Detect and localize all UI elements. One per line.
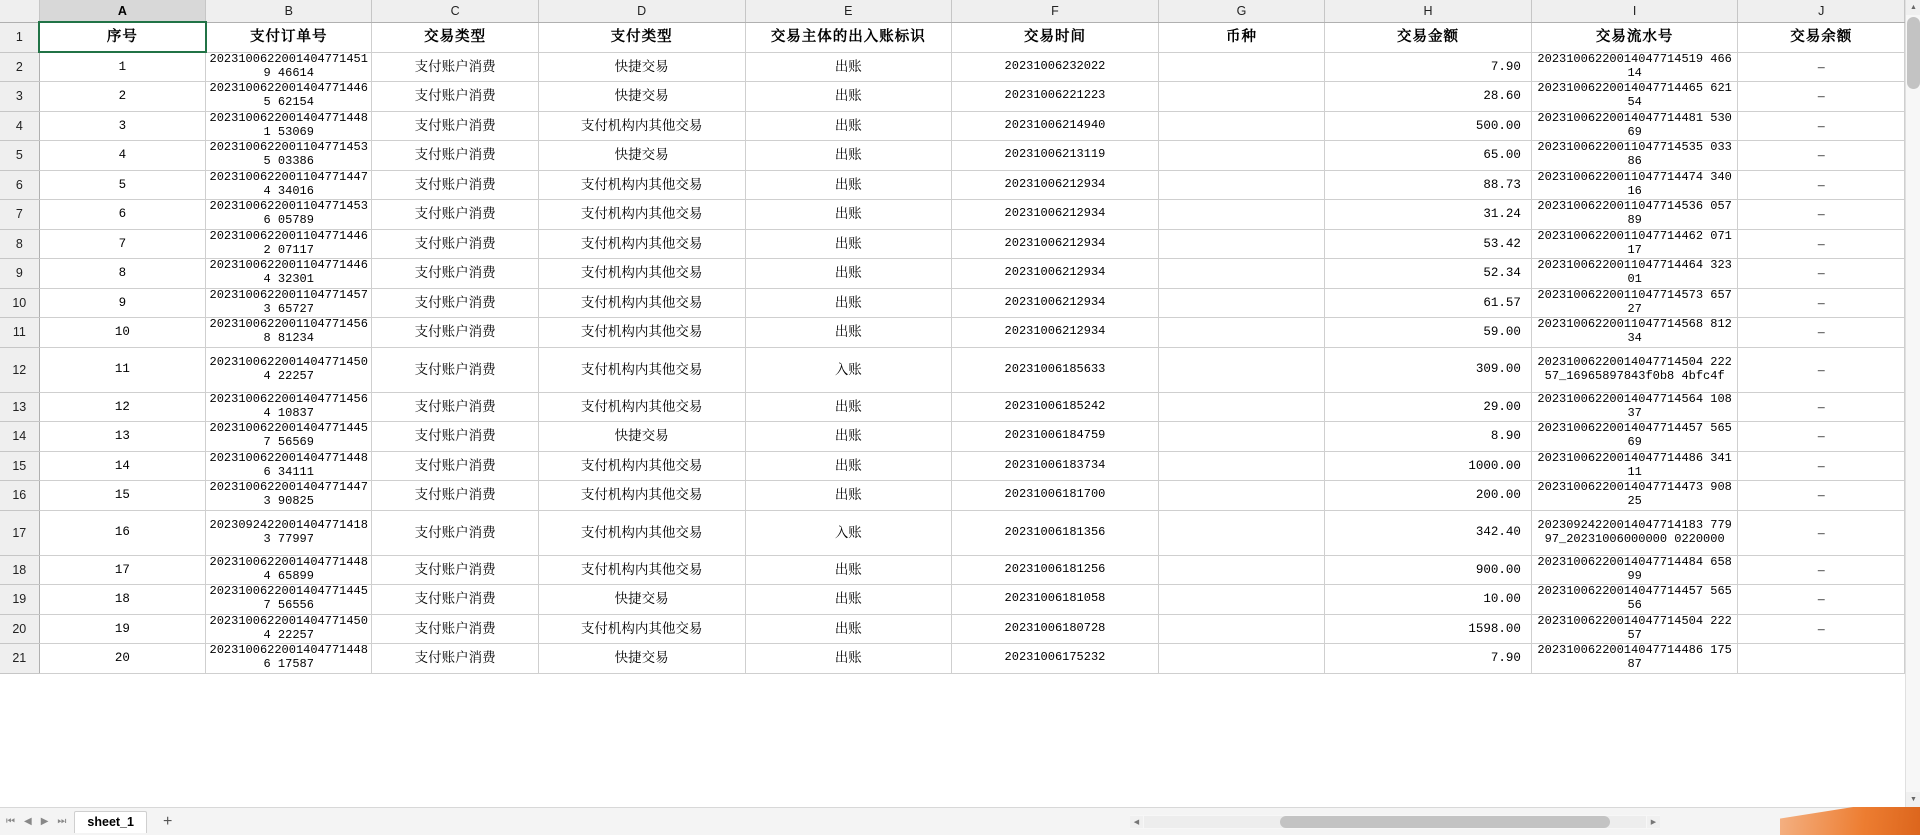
- cell-balance[interactable]: –: [1738, 422, 1905, 452]
- column-title-cell[interactable]: 交易主体的出入账标识: [745, 22, 952, 52]
- cell-time[interactable]: 20231006185633: [952, 347, 1159, 392]
- cell-serial[interactable]: 20231006220011047714462 07117: [1531, 229, 1738, 259]
- cell-idx[interactable]: 7: [39, 229, 205, 259]
- cell-order-no[interactable]: 20231006220014047714457 56556: [206, 585, 372, 615]
- cell-amount[interactable]: 500.00: [1325, 111, 1532, 141]
- cell-time[interactable]: 20231006181058: [952, 585, 1159, 615]
- cell-currency[interactable]: [1158, 555, 1324, 585]
- cell-inout[interactable]: 出账: [745, 644, 952, 674]
- cell-currency[interactable]: [1158, 141, 1324, 171]
- table-row[interactable]: [0, 585, 1905, 615]
- cell-balance[interactable]: –: [1738, 111, 1905, 141]
- cell-idx[interactable]: 3: [39, 111, 205, 141]
- cell-time[interactable]: 20231006212934: [952, 288, 1159, 318]
- cell-idx[interactable]: 20: [39, 644, 205, 674]
- cell-inout[interactable]: 出账: [745, 229, 952, 259]
- cell-amount[interactable]: 900.00: [1325, 555, 1532, 585]
- cell-inout[interactable]: 出账: [745, 555, 952, 585]
- table-row[interactable]: [0, 82, 1905, 112]
- cell-pay-type[interactable]: 支付机构内其他交易: [538, 392, 745, 422]
- cell-idx[interactable]: 19: [39, 614, 205, 644]
- cell-currency[interactable]: [1158, 422, 1324, 452]
- cell-order-no[interactable]: 20231006220011047714535 03386: [206, 141, 372, 171]
- cell-currency[interactable]: [1158, 585, 1324, 615]
- cell-order-no[interactable]: 20231006220011047714573 65727: [206, 288, 372, 318]
- cell-idx[interactable]: 16: [39, 510, 205, 555]
- cell-trade-type[interactable]: 支付账户消费: [372, 200, 538, 230]
- scroll-down-arrow[interactable]: ▼: [1906, 792, 1920, 807]
- row-header[interactable]: 18: [0, 555, 39, 585]
- scroll-up-arrow[interactable]: ▲: [1906, 0, 1920, 15]
- column-title-cell[interactable]: 交易流水号: [1531, 22, 1738, 52]
- cell-serial[interactable]: 20231006220011047714535 03386: [1531, 141, 1738, 171]
- column-header-f[interactable]: F: [952, 0, 1159, 22]
- vertical-scroll-thumb[interactable]: [1907, 17, 1920, 89]
- cell-serial[interactable]: 20231006220014047714481 53069: [1531, 111, 1738, 141]
- table-row[interactable]: [0, 347, 1905, 392]
- cell-pay-type[interactable]: 支付机构内其他交易: [538, 111, 745, 141]
- cell-order-no[interactable]: 20231006220011047714474 34016: [206, 170, 372, 200]
- cell-balance[interactable]: –: [1738, 481, 1905, 511]
- cell-serial[interactable]: 20231006220014047714519 46614: [1531, 52, 1738, 82]
- cell-inout[interactable]: 出账: [745, 111, 952, 141]
- table-row[interactable]: [0, 422, 1905, 452]
- cell-inout[interactable]: 出账: [745, 52, 952, 82]
- row-header[interactable]: 15: [0, 451, 39, 481]
- cell-order-no[interactable]: 20230924220014047714183 77997: [206, 510, 372, 555]
- row-header[interactable]: 20: [0, 614, 39, 644]
- cell-amount[interactable]: 8.90: [1325, 422, 1532, 452]
- cell-amount[interactable]: 65.00: [1325, 141, 1532, 171]
- cell-order-no[interactable]: 20231006220014047714457 56569: [206, 422, 372, 452]
- row-header[interactable]: 8: [0, 229, 39, 259]
- column-header-e[interactable]: E: [745, 0, 952, 22]
- cell-serial[interactable]: 20231006220011047714568 81234: [1531, 318, 1738, 348]
- cell-amount[interactable]: 52.34: [1325, 259, 1532, 289]
- row-header[interactable]: 5: [0, 141, 39, 171]
- cell-pay-type[interactable]: 支付机构内其他交易: [538, 229, 745, 259]
- cell-idx[interactable]: 4: [39, 141, 205, 171]
- row-header[interactable]: 13: [0, 392, 39, 422]
- column-header-c[interactable]: C: [372, 0, 538, 22]
- cell-inout[interactable]: 出账: [745, 614, 952, 644]
- cell-serial[interactable]: 20231006220011047714474 34016: [1531, 170, 1738, 200]
- cell-serial[interactable]: 20230924220014047714183 77997_20231006000000 0220000: [1531, 510, 1738, 555]
- cell-balance[interactable]: –: [1738, 170, 1905, 200]
- cell-amount[interactable]: 7.90: [1325, 644, 1532, 674]
- cell-currency[interactable]: [1158, 259, 1324, 289]
- cell-amount[interactable]: 88.73: [1325, 170, 1532, 200]
- cell-idx[interactable]: 10: [39, 318, 205, 348]
- cell-inout[interactable]: 出账: [745, 170, 952, 200]
- column-title-cell[interactable]: 支付订单号: [206, 22, 372, 52]
- cell-pay-type[interactable]: 快捷交易: [538, 422, 745, 452]
- table-row[interactable]: [0, 200, 1905, 230]
- cell-pay-type[interactable]: 快捷交易: [538, 644, 745, 674]
- cell-pay-type[interactable]: 支付机构内其他交易: [538, 170, 745, 200]
- cell-time[interactable]: 20231006180728: [952, 614, 1159, 644]
- table-row[interactable]: [0, 644, 1905, 674]
- cell-trade-type[interactable]: 支付账户消费: [372, 644, 538, 674]
- brand-corner-decoration: [1780, 807, 1920, 835]
- select-all-corner[interactable]: [0, 0, 39, 22]
- cell-balance[interactable]: –: [1738, 451, 1905, 481]
- cell-idx[interactable]: 9: [39, 288, 205, 318]
- cell-inout[interactable]: 入账: [745, 347, 952, 392]
- orange-ribbon-shape: [1780, 807, 1920, 835]
- cell-pay-type[interactable]: 快捷交易: [538, 585, 745, 615]
- cell-trade-type[interactable]: 支付账户消费: [372, 82, 538, 112]
- cell-order-no[interactable]: 20231006220014047714519 46614: [206, 52, 372, 82]
- cell-currency[interactable]: [1158, 451, 1324, 481]
- column-header-b[interactable]: B: [206, 0, 372, 22]
- cell-serial[interactable]: 20231006220011047714573 65727: [1531, 288, 1738, 318]
- table-header-row: [0, 22, 1905, 52]
- column-header-i[interactable]: I: [1531, 0, 1738, 22]
- cell-pay-type[interactable]: 支付机构内其他交易: [538, 510, 745, 555]
- cell-currency[interactable]: [1158, 347, 1324, 392]
- cell-time[interactable]: 20231006212934: [952, 170, 1159, 200]
- row-header[interactable]: 4: [0, 111, 39, 141]
- cell-inout[interactable]: 出账: [745, 318, 952, 348]
- cell-balance[interactable]: –: [1738, 392, 1905, 422]
- cell-time[interactable]: 20231006212934: [952, 259, 1159, 289]
- cell-serial[interactable]: 20231006220014047714457 56569: [1531, 422, 1738, 452]
- cell-serial[interactable]: 20231006220014047714457 56556: [1531, 585, 1738, 615]
- cell-balance[interactable]: –: [1738, 200, 1905, 230]
- add-sheet-button[interactable]: +: [162, 812, 173, 830]
- table-row[interactable]: [0, 111, 1905, 141]
- cell-balance[interactable]: –: [1738, 288, 1905, 318]
- cell-trade-type[interactable]: 支付账户消费: [372, 392, 538, 422]
- cell-currency[interactable]: [1158, 200, 1324, 230]
- cell-balance[interactable]: –: [1738, 585, 1905, 615]
- table-row[interactable]: [0, 288, 1905, 318]
- row-header[interactable]: 21: [0, 644, 39, 674]
- cell-trade-type[interactable]: 支付账户消费: [372, 259, 538, 289]
- cell-pay-type[interactable]: 支付机构内其他交易: [538, 259, 745, 289]
- cell-amount[interactable]: 29.00: [1325, 392, 1532, 422]
- horizontal-scroll-thumb[interactable]: [1280, 816, 1610, 828]
- sheet-tab-bar: [0, 807, 1920, 835]
- cell-order-no[interactable]: 20231006220011047714464 32301: [206, 259, 372, 289]
- column-header-row: [0, 0, 1905, 22]
- cell-inout[interactable]: 出账: [745, 82, 952, 112]
- table-row[interactable]: [0, 141, 1905, 171]
- cell-trade-type[interactable]: 支付账户消费: [372, 318, 538, 348]
- cell-idx[interactable]: 12: [39, 392, 205, 422]
- cell-time[interactable]: 20231006213119: [952, 141, 1159, 171]
- table-row[interactable]: [0, 170, 1905, 200]
- cell-trade-type[interactable]: 支付账户消费: [372, 229, 538, 259]
- cell-trade-type[interactable]: 支付账户消费: [372, 614, 538, 644]
- cell-pay-type[interactable]: 支付机构内其他交易: [538, 451, 745, 481]
- cell-serial[interactable]: 20231006220014047714504 22257: [1531, 614, 1738, 644]
- column-header-h[interactable]: H: [1325, 0, 1532, 22]
- column-header-g[interactable]: G: [1158, 0, 1324, 22]
- cell-currency[interactable]: [1158, 614, 1324, 644]
- cell-order-no[interactable]: 20231006220011047714568 81234: [206, 318, 372, 348]
- row-header[interactable]: 3: [0, 82, 39, 112]
- cell-order-no[interactable]: 20231006220014047714486 17587: [206, 644, 372, 674]
- cell-trade-type[interactable]: 支付账户消费: [372, 555, 538, 585]
- cell-idx[interactable]: 13: [39, 422, 205, 452]
- cell-balance[interactable]: –: [1738, 229, 1905, 259]
- row-header[interactable]: 12: [0, 347, 39, 392]
- sheet-tab-sheet1[interactable]: sheet_1: [74, 811, 147, 833]
- cell-idx[interactable]: 11: [39, 347, 205, 392]
- cell-pay-type[interactable]: 支付机构内其他交易: [538, 614, 745, 644]
- cell-currency[interactable]: [1158, 392, 1324, 422]
- cell-inout[interactable]: 出账: [745, 200, 952, 230]
- cell-inout[interactable]: 出账: [745, 422, 952, 452]
- cell-amount[interactable]: 59.00: [1325, 318, 1532, 348]
- cell-inout[interactable]: 出账: [745, 451, 952, 481]
- table-row[interactable]: [0, 614, 1905, 644]
- row-header[interactable]: 7: [0, 200, 39, 230]
- cell-idx[interactable]: 14: [39, 451, 205, 481]
- cell-inout[interactable]: 出账: [745, 585, 952, 615]
- cell-trade-type[interactable]: 支付账户消费: [372, 422, 538, 452]
- next-sheet-icon[interactable]: ▶: [40, 816, 49, 827]
- cell-order-no[interactable]: 20231006220011047714462 07117: [206, 229, 372, 259]
- cell-pay-type[interactable]: 支付机构内其他交易: [538, 347, 745, 392]
- cell-idx[interactable]: 1: [39, 52, 205, 82]
- cell-idx[interactable]: 17: [39, 555, 205, 585]
- sheet-nav-arrows: [0, 816, 72, 827]
- table-row[interactable]: [0, 52, 1905, 82]
- scroll-right-arrow[interactable]: ▶: [1647, 816, 1660, 828]
- cell-balance[interactable]: –: [1738, 318, 1905, 348]
- cell-pay-type[interactable]: 快捷交易: [538, 141, 745, 171]
- cell-time[interactable]: 20231006184759: [952, 422, 1159, 452]
- cell-time[interactable]: 20231006212934: [952, 229, 1159, 259]
- column-header-d[interactable]: D: [538, 0, 745, 22]
- table-row[interactable]: [0, 510, 1905, 555]
- cell-time[interactable]: 20231006181700: [952, 481, 1159, 511]
- cell-amount[interactable]: 1598.00: [1325, 614, 1532, 644]
- cell-balance[interactable]: –: [1738, 614, 1905, 644]
- cell-time[interactable]: 20231006185242: [952, 392, 1159, 422]
- row-header[interactable]: 19: [0, 585, 39, 615]
- table-row[interactable]: [0, 259, 1905, 289]
- cell-inout[interactable]: 出账: [745, 259, 952, 289]
- vertical-scrollbar[interactable]: [1905, 0, 1920, 807]
- cell-order-no[interactable]: 20231006220014047714564 10837: [206, 392, 372, 422]
- cell-currency[interactable]: [1158, 170, 1324, 200]
- table-row[interactable]: [0, 451, 1905, 481]
- cell-serial[interactable]: 20231006220014047714484 65899: [1531, 555, 1738, 585]
- first-sheet-icon[interactable]: ⏮: [6, 816, 15, 827]
- cell-amount[interactable]: 28.60: [1325, 82, 1532, 112]
- cell-serial[interactable]: 20231006220014047714473 90825: [1531, 481, 1738, 511]
- cell-balance[interactable]: [1738, 644, 1905, 674]
- cell-order-no[interactable]: 20231006220014047714484 65899: [206, 555, 372, 585]
- horizontal-scrollbar[interactable]: [1130, 815, 1660, 829]
- row-header[interactable]: 2: [0, 52, 39, 82]
- column-title-cell[interactable]: 序号: [39, 22, 205, 52]
- cell-time[interactable]: 20231006212934: [952, 318, 1159, 348]
- cell-time[interactable]: 20231006221223: [952, 82, 1159, 112]
- row-header[interactable]: 14: [0, 422, 39, 452]
- cell-trade-type[interactable]: 支付账户消费: [372, 111, 538, 141]
- cell-time[interactable]: 20231006212934: [952, 200, 1159, 230]
- cell-balance[interactable]: –: [1738, 82, 1905, 112]
- row-header[interactable]: 6: [0, 170, 39, 200]
- column-title-cell[interactable]: 交易时间: [952, 22, 1159, 52]
- cell-pay-type[interactable]: 支付机构内其他交易: [538, 200, 745, 230]
- cell-currency[interactable]: [1158, 82, 1324, 112]
- row-header[interactable]: 10: [0, 288, 39, 318]
- cell-trade-type[interactable]: 支付账户消费: [372, 288, 538, 318]
- cell-balance[interactable]: –: [1738, 555, 1905, 585]
- table-row[interactable]: [0, 481, 1905, 511]
- cell-serial[interactable]: 20231006220011047714464 32301: [1531, 259, 1738, 289]
- cell-pay-type[interactable]: 支付机构内其他交易: [538, 555, 745, 585]
- cell-amount[interactable]: 1000.00: [1325, 451, 1532, 481]
- cell-inout[interactable]: 出账: [745, 481, 952, 511]
- cell-trade-type[interactable]: 支付账户消费: [372, 451, 538, 481]
- cell-time[interactable]: 20231006214940: [952, 111, 1159, 141]
- column-title-cell[interactable]: 支付类型: [538, 22, 745, 52]
- cell-order-no[interactable]: 20231006220014047714473 90825: [206, 481, 372, 511]
- cell-idx[interactable]: 2: [39, 82, 205, 112]
- cell-idx[interactable]: 15: [39, 481, 205, 511]
- last-sheet-icon[interactable]: ⏭: [57, 816, 67, 827]
- cell-pay-type[interactable]: 快捷交易: [538, 52, 745, 82]
- cell-serial[interactable]: 20231006220014047714486 17587: [1531, 644, 1738, 674]
- cell-currency[interactable]: [1158, 52, 1324, 82]
- column-title-cell[interactable]: 交易金额: [1325, 22, 1532, 52]
- table-row[interactable]: [0, 229, 1905, 259]
- cell-balance[interactable]: –: [1738, 259, 1905, 289]
- column-title-cell[interactable]: 币种: [1158, 22, 1324, 52]
- cell-pay-type[interactable]: 支付机构内其他交易: [538, 318, 745, 348]
- column-title-cell[interactable]: 交易类型: [372, 22, 538, 52]
- cell-currency[interactable]: [1158, 318, 1324, 348]
- cell-trade-type[interactable]: 支付账户消费: [372, 170, 538, 200]
- table-row[interactable]: [0, 392, 1905, 422]
- prev-sheet-icon[interactable]: ◀: [24, 816, 32, 827]
- cell-trade-type[interactable]: 支付账户消费: [372, 347, 538, 392]
- cell-currency[interactable]: [1158, 510, 1324, 555]
- cell-idx[interactable]: 18: [39, 585, 205, 615]
- cell-pay-type[interactable]: 支付机构内其他交易: [538, 481, 745, 511]
- cell-inout[interactable]: 出账: [745, 141, 952, 171]
- cell-currency[interactable]: [1158, 481, 1324, 511]
- cell-time[interactable]: 20231006181256: [952, 555, 1159, 585]
- cell-serial[interactable]: 20231006220014047714465 62154: [1531, 82, 1738, 112]
- row-header[interactable]: 17: [0, 510, 39, 555]
- cell-trade-type[interactable]: 支付账户消费: [372, 52, 538, 82]
- table-row[interactable]: [0, 318, 1905, 348]
- cell-trade-type[interactable]: 支付账户消费: [372, 141, 538, 171]
- cell-serial[interactable]: 20231006220014047714504 22257_16965897843f0b8 4bfc4f: [1531, 347, 1738, 392]
- cell-time[interactable]: 20231006175232: [952, 644, 1159, 674]
- row-header[interactable]: 1: [0, 22, 39, 52]
- cell-inout[interactable]: 入账: [745, 510, 952, 555]
- cell-pay-type[interactable]: 支付机构内其他交易: [538, 288, 745, 318]
- cell-balance[interactable]: –: [1738, 510, 1905, 555]
- cell-amount[interactable]: 7.90: [1325, 52, 1532, 82]
- column-header-a[interactable]: A: [39, 0, 205, 22]
- cell-currency[interactable]: [1158, 644, 1324, 674]
- cell-order-no[interactable]: 20231006220014047714465 62154: [206, 82, 372, 112]
- cell-time[interactable]: 20231006181356: [952, 510, 1159, 555]
- cell-trade-type[interactable]: 支付账户消费: [372, 481, 538, 511]
- cell-order-no[interactable]: 20231006220011047714536 05789: [206, 200, 372, 230]
- cell-serial[interactable]: 20231006220014047714486 34111: [1531, 451, 1738, 481]
- cell-amount[interactable]: 61.57: [1325, 288, 1532, 318]
- cell-amount[interactable]: 10.00: [1325, 585, 1532, 615]
- cell-balance[interactable]: –: [1738, 52, 1905, 82]
- row-header[interactable]: 16: [0, 481, 39, 511]
- cell-currency[interactable]: [1158, 229, 1324, 259]
- column-title-cell[interactable]: 交易余额: [1738, 22, 1905, 52]
- row-header[interactable]: 9: [0, 259, 39, 289]
- cell-amount[interactable]: 200.00: [1325, 481, 1532, 511]
- table-row[interactable]: [0, 555, 1905, 585]
- cell-time[interactable]: 20231006183734: [952, 451, 1159, 481]
- row-header[interactable]: 11: [0, 318, 39, 348]
- cell-amount[interactable]: 53.42: [1325, 229, 1532, 259]
- cell-time[interactable]: 20231006232022: [952, 52, 1159, 82]
- cell-order-no[interactable]: 20231006220014047714504 22257: [206, 347, 372, 392]
- cell-trade-type[interactable]: 支付账户消费: [372, 585, 538, 615]
- cell-inout[interactable]: 出账: [745, 288, 952, 318]
- cell-order-no[interactable]: 20231006220014047714481 53069: [206, 111, 372, 141]
- cell-idx[interactable]: 5: [39, 170, 205, 200]
- cell-idx[interactable]: 8: [39, 259, 205, 289]
- cell-serial[interactable]: 20231006220011047714536 05789: [1531, 200, 1738, 230]
- cell-currency[interactable]: [1158, 288, 1324, 318]
- cell-serial[interactable]: 20231006220014047714564 10837: [1531, 392, 1738, 422]
- cell-balance[interactable]: –: [1738, 347, 1905, 392]
- cell-idx[interactable]: 6: [39, 200, 205, 230]
- cell-balance[interactable]: –: [1738, 141, 1905, 171]
- cell-order-no[interactable]: 20231006220014047714504 22257: [206, 614, 372, 644]
- cell-amount[interactable]: 309.00: [1325, 347, 1532, 392]
- cell-inout[interactable]: 出账: [745, 392, 952, 422]
- cell-trade-type[interactable]: 支付账户消费: [372, 510, 538, 555]
- cell-amount[interactable]: 342.40: [1325, 510, 1532, 555]
- cell-currency[interactable]: [1158, 111, 1324, 141]
- column-header-j[interactable]: J: [1738, 0, 1905, 22]
- cell-order-no[interactable]: 20231006220014047714486 34111: [206, 451, 372, 481]
- scroll-left-arrow[interactable]: ◀: [1130, 816, 1143, 828]
- cell-pay-type[interactable]: 快捷交易: [538, 82, 745, 112]
- cell-amount[interactable]: 31.24: [1325, 200, 1532, 230]
